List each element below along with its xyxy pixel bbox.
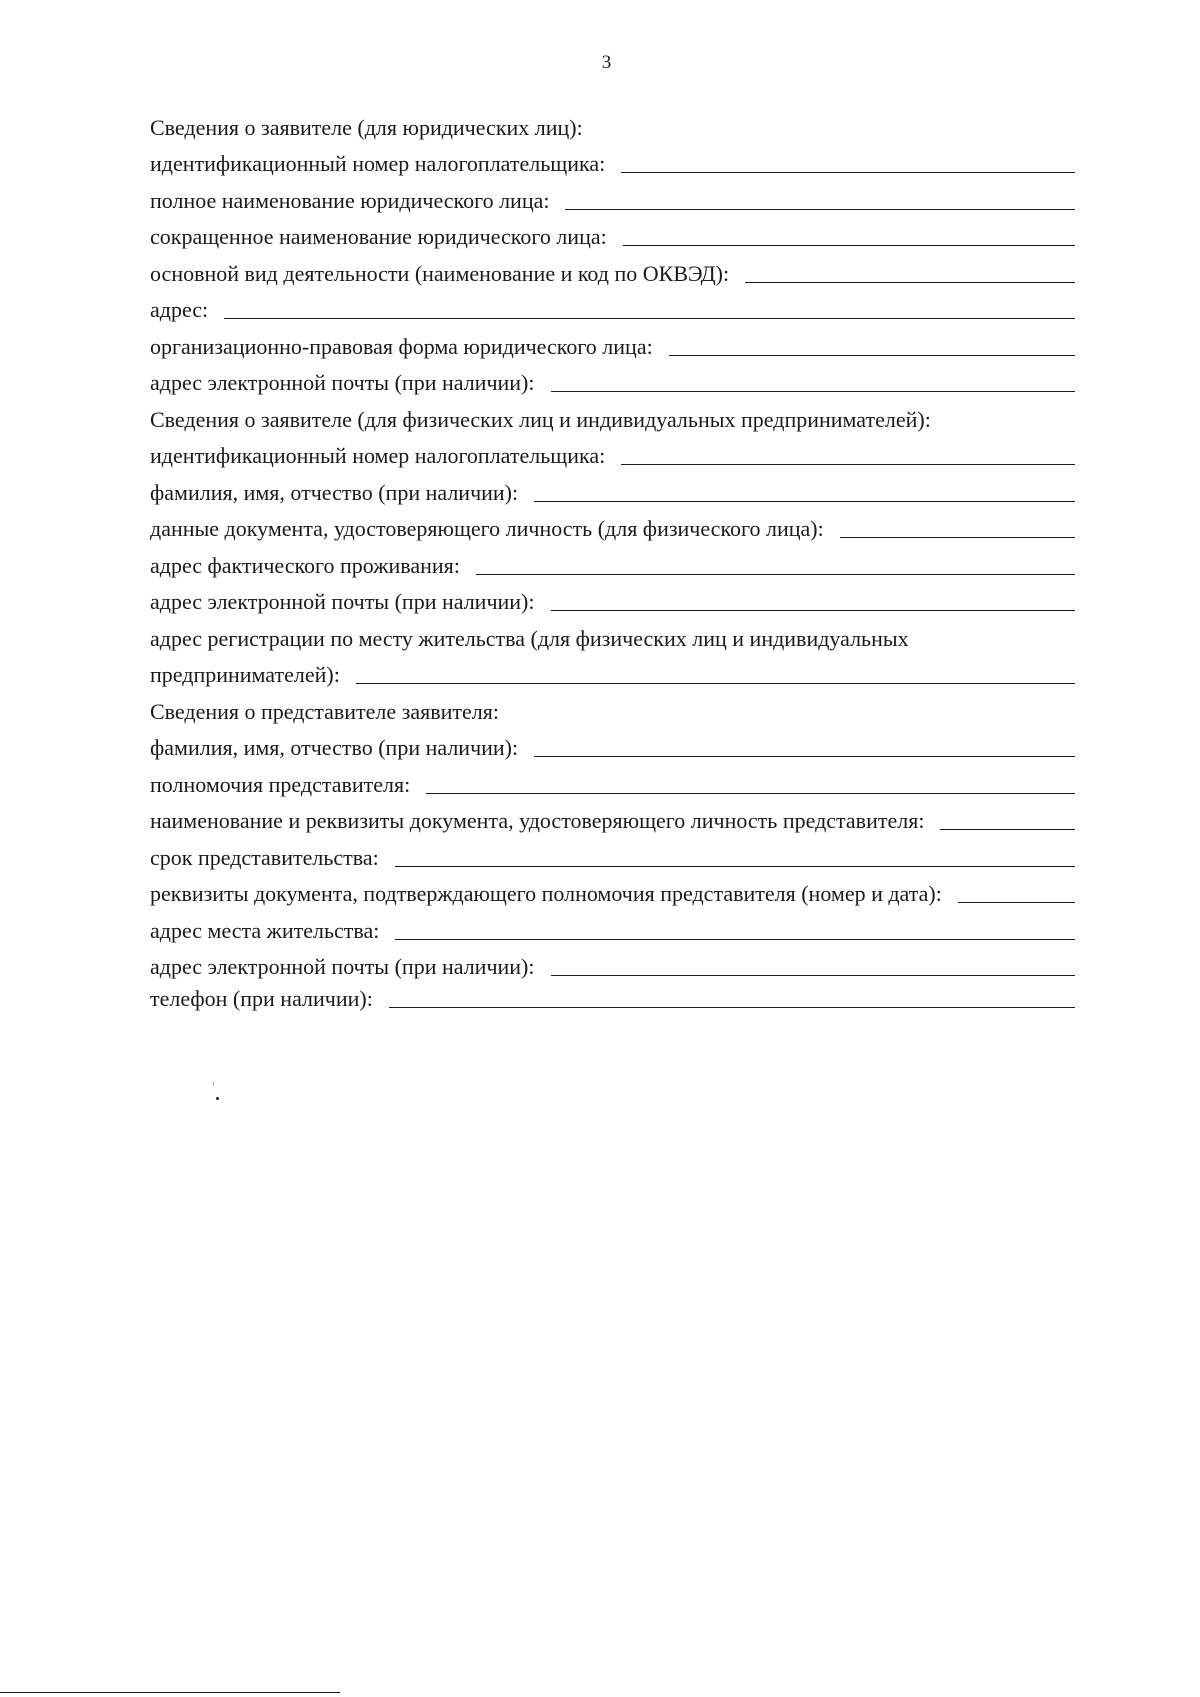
- field-label: реквизиты документа, подтверждающего полномочия представителя (номер и дата):: [150, 881, 942, 906]
- fill-in-line[interactable]: [623, 245, 1075, 246]
- form-row-identity-document: [150, 506, 1075, 543]
- form-row-full-name: [150, 177, 1075, 214]
- form-row-inn: [150, 433, 1075, 470]
- field-label: адрес места жительства:: [150, 917, 380, 943]
- fill-in-line[interactable]: [534, 501, 1075, 502]
- fill-in-line[interactable]: [395, 866, 1075, 867]
- field-label: фамилия, имя, отчество (при наличии):: [150, 735, 519, 760]
- field-label: срок представительства:: [150, 844, 379, 870]
- field-label: данные документа, удостоверяющего личность (для физического лица):: [150, 516, 824, 541]
- fill-in-line[interactable]: [621, 464, 1075, 465]
- form-row-representative-phone: [150, 980, 1075, 1012]
- field-label: организационно-правовая форма юридического лица:: [150, 333, 653, 359]
- field-label: фамилия, имя, отчество (при наличии):: [150, 479, 519, 505]
- form-row-email: [150, 579, 1075, 616]
- form-row-inn: [150, 141, 1075, 178]
- section-heading-label: Сведения о представителе заявителя:: [150, 698, 499, 724]
- scan-speck: [213, 1082, 214, 1085]
- form-row-representative-name: [150, 725, 1075, 762]
- field-label: телефон (при наличии):: [150, 986, 373, 1011]
- form-row-registration-address: [150, 652, 1075, 689]
- form-row-representative-email: [150, 944, 1075, 981]
- form-row-legal-form: [150, 323, 1075, 360]
- field-label: сокращенное наименование юридического лица:: [150, 224, 607, 249]
- fill-in-line[interactable]: [958, 902, 1075, 903]
- fill-in-line[interactable]: [565, 209, 1075, 210]
- fill-in-line[interactable]: [840, 537, 1075, 538]
- form-row-registration-address-line1: [150, 615, 1075, 652]
- form-row-representation-term: [150, 834, 1075, 871]
- field-label: идентификационный номер налогоплательщика:: [150, 443, 606, 468]
- fill-in-line[interactable]: [551, 975, 1076, 976]
- fill-in-line[interactable]: [534, 756, 1075, 757]
- section-heading-legal-entity: [150, 104, 1075, 141]
- fill-in-line[interactable]: [621, 172, 1075, 173]
- field-label: полное наименование юридического лица:: [150, 187, 550, 213]
- field-label: адрес электронной почты (при наличии):: [150, 589, 535, 614]
- form-row-full-name-person: [150, 469, 1075, 506]
- section-heading-label: Сведения о заявителе (для юридических лиц):: [150, 114, 583, 140]
- form-row-address: [150, 287, 1075, 324]
- form-row-representative-identity-document: [150, 798, 1075, 835]
- field-label: основной вид деятельности (наименование и код по ОКВЭД):: [150, 260, 730, 286]
- form-row-powers-document: [150, 871, 1075, 908]
- form-row-residence-address: [150, 542, 1075, 579]
- fill-in-line[interactable]: [395, 939, 1075, 940]
- fill-in-line[interactable]: [745, 282, 1075, 283]
- section-heading-individual: [150, 396, 1075, 433]
- fill-in-line[interactable]: [356, 683, 1075, 684]
- field-label: предпринимателей):: [150, 662, 340, 687]
- scan-speck: [216, 1097, 219, 1100]
- page-number: 3: [601, 52, 612, 73]
- form-row-short-name: [150, 214, 1075, 251]
- field-label: идентификационный номер налогоплательщика:: [150, 151, 606, 176]
- field-label: полномочия представителя:: [150, 771, 411, 797]
- fill-in-line[interactable]: [476, 574, 1075, 575]
- field-label: адрес:: [150, 297, 209, 322]
- form-row-representative-address: [150, 907, 1075, 944]
- field-label: адрес регистрации по месту жительства (для физических лиц и индивидуальных: [150, 625, 909, 651]
- section-heading-representative: [150, 688, 1075, 725]
- form-row-okved: [150, 250, 1075, 287]
- fill-in-line[interactable]: [224, 318, 1075, 319]
- fill-in-line[interactable]: [551, 610, 1076, 611]
- fill-in-line[interactable]: [426, 793, 1075, 794]
- footnote-separator: [0, 1692, 340, 1693]
- fill-in-line[interactable]: [389, 1007, 1075, 1008]
- fill-in-line[interactable]: [940, 829, 1075, 830]
- field-label: адрес электронной почты (при наличии):: [150, 370, 535, 395]
- fill-in-line[interactable]: [551, 391, 1076, 392]
- form-row-representative-powers: [150, 761, 1075, 798]
- section-heading-label: Сведения о заявителе (для физических лиц и индивидуальных предпринимателей):: [150, 406, 931, 432]
- form-row-email: [150, 360, 1075, 397]
- field-label: адрес фактического проживания:: [150, 552, 460, 578]
- field-label: адрес электронной почты (при наличии):: [150, 954, 535, 979]
- applicant-form: [150, 104, 1075, 1012]
- fill-in-line[interactable]: [669, 355, 1075, 356]
- field-label: наименование и реквизиты документа, удостоверяющего личность представителя:: [150, 808, 925, 833]
